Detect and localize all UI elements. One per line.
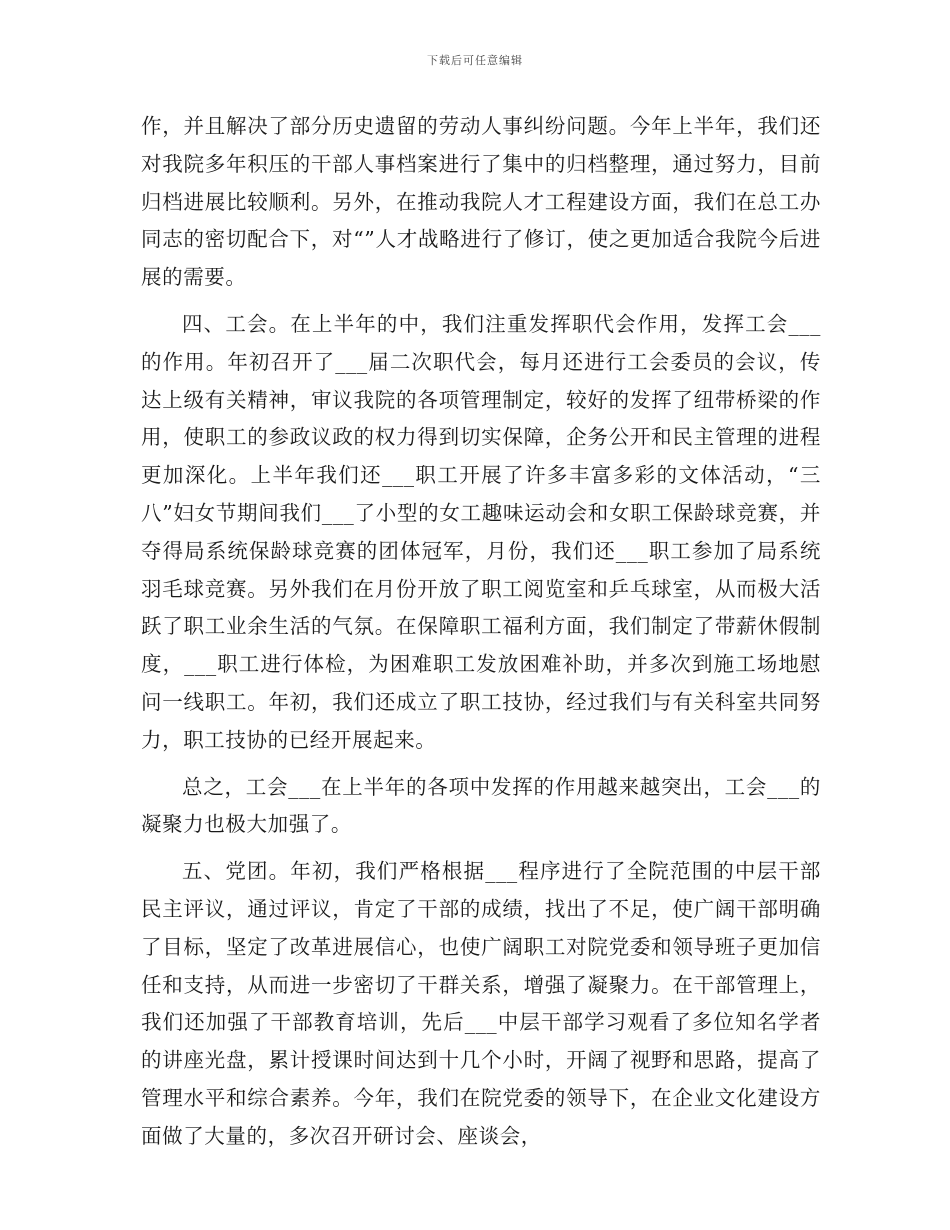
- paragraph-personnel: 作，并且解决了部分历史遗留的劳动人事纠纷问题。今年上半年，我们还对我院多年积压的干部人事档案进行了集中的归档整理，通过努力，目前归档进展比较顺利。另外，在推动我院人才工程建设方面，我们在总工办同志的密切配合下，对“”人才战略进行了修订，使之更加适合我院今后进展的需要。: [141, 114, 821, 290]
- paragraph-party: 五、党团。年初，我们严格根据___程序进行了全院范围的中层干部民主评议，通过评议，肯定了干部的成绩，找出了不足，使广阔干部明确了目标，坚定了改革进展信心，也使广阔职工对院党委和领导班子更加信任和支持，从而进一步密切了干群关系，增强了凝聚力。在干部管理上，我们还加强了干部教育培训，先后___中层干部学习观看了多位知名学者的讲座光盘，累计授课时间达到十几个小时，开阔了视野和思路，提高了管理水平和综合素养。今年，我们在院党委的领导下，在企业文化建设方面做了大量的，多次召开研讨会、座谈会，: [141, 859, 821, 1148]
- paragraph-union-summary: 总之，工会___在上半年的各项中发挥的作用越来越突出，工会___的凝聚力也极大加强了。: [141, 774, 821, 837]
- paragraph-union: 四、工会。在上半年的中，我们注重发挥职代会作用，发挥工会___的作用。年初召开了___届二次职代会，每月还进行工会委员的会议，传达上级有关精神，审议我院的各项管理制定，较好的发挥了纽带桥梁的作用，使职工的参政议政的权力得到切实保障，企务公开和民主管理的进程更加深化。上半年我们还___职工开展了许多丰富多彩的文体活动，“三八”妇女节期间我们___了小型的女工趣味运动会和女职工保龄球竞赛，并夺得局系统保龄球竞赛的团体冠军，月份，我们还___职工参加了局系统羽毛球竞赛。另外我们在月份开放了职工阅览室和乒乓球室，从而极大活跃了职工业余生活的气氛。在保障职工福利方面，我们制定了带薪休假制度，___职工进行体检，为困难职工发放困难补助，并多次到施工场地慰问一线职工。年初，我们还成立了职工技协，经过我们与有关科室共同努力，职工技协的已经开展起来。: [141, 311, 821, 752]
- document-body: [141, 108, 821, 1156]
- page-header: 下载后可任意编辑: [427, 54, 523, 67]
